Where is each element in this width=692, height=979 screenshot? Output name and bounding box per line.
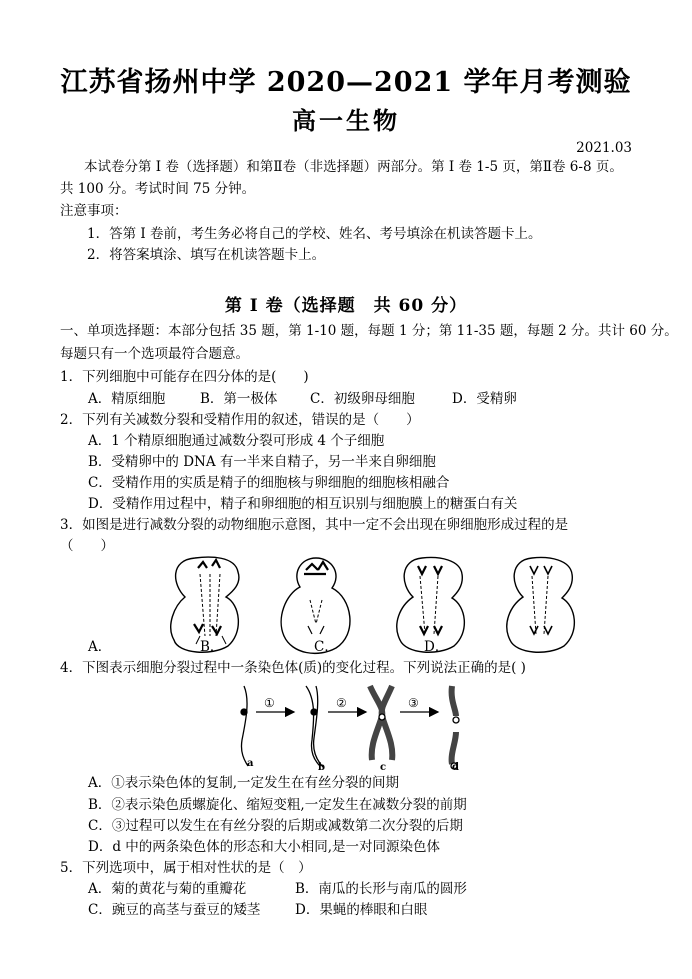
question-1-option-c: C．初级卵母细胞	[310, 391, 415, 407]
question-3-label-a: A．	[88, 639, 112, 655]
exam-date: 2021.03	[576, 140, 632, 156]
question-3-figure	[60, 552, 620, 656]
notice-label: 注意事项：	[60, 203, 128, 219]
step-2-label: ②	[336, 696, 347, 710]
figure-label-a: a	[247, 758, 254, 769]
cell-d	[507, 558, 575, 653]
question-1-option-a: A．精原细胞	[88, 391, 166, 407]
section-instruction-2: 每题只有一个选项最符合题意。	[60, 346, 249, 362]
question-3-label-b: B．	[200, 639, 224, 655]
figure-label-b: b	[318, 762, 325, 773]
question-3-label-c: C．	[314, 639, 338, 655]
question-1-option-b: B．第一极体	[200, 391, 278, 407]
exam-title: 江苏省扬州中学 2020—2021 学年月考测验	[60, 67, 632, 98]
question-5-stem: 5．下列选项中，属于相对性状的是（ ）	[60, 860, 312, 876]
question-5-option-c: C．豌豆的高茎与蚕豆的矮茎	[88, 902, 261, 918]
figure-label-d: d	[452, 762, 459, 773]
notice-item-1: 1．答第 I 卷前，考生务必将自己的学校、姓名、考号填涂在机读答题卡上。	[87, 226, 542, 242]
question-1-stem: 1．下列细胞中可能存在四分体的是( )	[60, 369, 309, 385]
step-1-label: ①	[264, 696, 275, 710]
question-2-option-a: A．1 个精原细胞通过减数分裂可形成 4 个子细胞	[88, 433, 385, 449]
question-5-option-d: D．果蝇的棒眼和白眼	[295, 902, 428, 918]
question-4-option-d: D．d 中的两条染色体的形态和大小相同,是一对同源染色体	[88, 839, 441, 855]
figure-label-c: c	[380, 762, 387, 773]
question-4-stem: 4．下图表示细胞分裂过程中一条染色体(质)的变化过程。下列说法正确的是( )	[60, 660, 526, 676]
question-2-option-c: C．受精作用的实质是精子的细胞核与卵细胞的细胞核相融合	[88, 475, 450, 491]
question-3-stem-paren: （ ）	[60, 538, 114, 554]
question-2-option-d: D．受精作用过程中，精子和卵细胞的相互识别与细胞膜上的糖蛋白有关	[88, 496, 518, 512]
question-4-option-a: A．①表示染色体的复制,一定发生在有丝分裂的间期	[88, 775, 400, 791]
notice-item-2: 2．将答案填涂、填写在机读答题卡上。	[87, 247, 326, 263]
question-4-option-b: B．②表示染色质螺旋化、缩短变粗,一定发生在减数分裂的前期	[88, 797, 467, 813]
exam-subtitle: 高一生物	[292, 106, 400, 135]
question-5-option-b: B．南瓜的长形与南瓜的圆形	[295, 881, 467, 897]
question-5-option-a: A．菊的黄花与菊的重瓣花	[88, 881, 247, 897]
question-3-stem: 3．如图是进行减数分裂的动物细胞示意图，其中一定不会出现在卵细胞形成过程的是	[60, 517, 569, 533]
section-title: 第 I 卷（选择题 共 60 分）	[224, 296, 468, 316]
question-4-figure	[220, 680, 480, 772]
question-3-label-d: D．	[424, 639, 449, 655]
intro-line-1: 本试卷分第 I 卷（选择题）和第Ⅱ卷（非选择题）两部分。第 I 卷 1-5 页，第Ⅱ卷 6-8 页。	[84, 159, 623, 175]
intro-line-2: 共 100 分。考试时间 75 分钟。	[60, 181, 256, 197]
question-2-stem: 2．下列有关减数分裂和受精作用的叙述，错误的是（ ）	[60, 412, 420, 428]
step-3-label: ③	[408, 696, 419, 710]
question-4-option-c: C．③过程可以发生在有丝分裂的后期或减数第二次分裂的后期	[88, 818, 463, 834]
question-1-option-d: D．受精卵	[452, 391, 517, 407]
section-instruction-1: 一、单项选择题：本部分包括 35 题，第 1-10 题，每题 1 分；第 11-35 题，每题 2 分。共计 60 分。	[60, 323, 678, 339]
question-2-option-b: B．受精卵中的 DNA 有一半来自精子，另一半来自卵细胞	[88, 454, 436, 470]
